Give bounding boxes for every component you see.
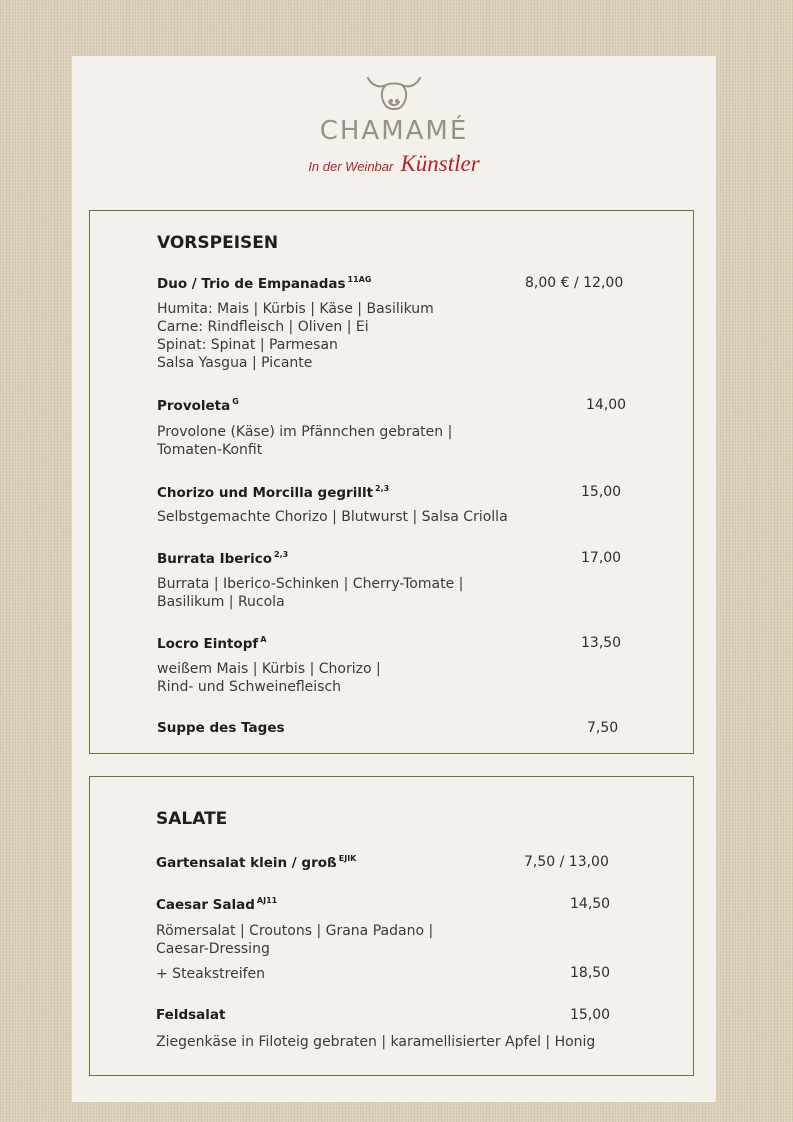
item-desc: Humita: Mais | Kürbis | Käse | Basilikum bbox=[157, 301, 434, 317]
tagline-name: Künstler bbox=[400, 151, 480, 176]
item-price: 18,50 bbox=[570, 965, 611, 981]
item-desc: Römersalat | Croutons | Grana Padano | bbox=[156, 923, 434, 939]
item-desc: Salsa Yasgua | Picante bbox=[157, 355, 313, 371]
item-name: Duo / Trio de Empanadas $^{11AG}$ bbox=[157, 275, 372, 292]
item-name: Burrata Iberico $^{2,3}$ bbox=[157, 550, 289, 567]
item-name: Locro Eintopf $^A$ bbox=[157, 635, 267, 652]
item-price: 17,00 bbox=[581, 550, 622, 566]
logo bbox=[72, 72, 716, 179]
item-name: Gartensalat klein / groß $^{EJIK}$ bbox=[156, 854, 357, 871]
item-price: 7,50 / 13,00 bbox=[524, 854, 609, 870]
item-desc: Tomaten-Konfit bbox=[157, 442, 263, 458]
item-desc: Selbstgemachte Chorizo | Blutwurst | Salsa Criolla bbox=[157, 509, 508, 525]
item-price: 13,50 bbox=[581, 635, 622, 651]
item-name: Suppe des Tages bbox=[157, 720, 285, 736]
item-desc: Rind- und Schweinefleisch bbox=[157, 679, 342, 695]
item-price: 7,50 bbox=[587, 720, 619, 736]
item-desc: Caesar-Dressing bbox=[156, 941, 270, 957]
item-name: Provoleta $^G$ bbox=[157, 397, 239, 414]
item-desc: Ziegenkäse in Filoteig gebraten | karamellisierter Apfel | Honig bbox=[156, 1034, 596, 1050]
item-desc: Carne: Rindfleisch | Oliven | Ei bbox=[157, 319, 369, 335]
item-name: Caesar Salad $^{AJ11}$ bbox=[156, 896, 278, 913]
allergen-code: 11AG bbox=[347, 275, 372, 284]
vorspeisen-section bbox=[89, 210, 694, 754]
item-desc: Provolone (Käse) im Pfännchen gebraten | bbox=[157, 424, 453, 440]
item-name: Chorizo und Morcilla gegrillt $^{2,3}$ bbox=[157, 484, 390, 501]
item-price: 15,00 bbox=[570, 1007, 611, 1023]
item-desc: Spinat: Spinat | Parmesan bbox=[157, 337, 338, 353]
item-desc: + Steakstreifen bbox=[156, 966, 266, 982]
allergen-code: EJIK bbox=[338, 854, 357, 863]
item-desc: Basilikum | Rucola bbox=[157, 594, 285, 610]
brand-name: CHAMAMÉ bbox=[319, 116, 469, 146]
salate-section bbox=[89, 776, 694, 1076]
item-price: 8,00 € / 12,00 bbox=[525, 275, 624, 291]
allergen-code: 2,3 bbox=[375, 484, 390, 493]
allergen-code: AJ11 bbox=[256, 896, 278, 905]
bull-head-icon bbox=[364, 72, 424, 116]
item-desc: weißem Mais | Kürbis | Chorizo | bbox=[157, 661, 381, 677]
allergen-code: G bbox=[232, 397, 239, 406]
allergen-code: 2,3 bbox=[274, 550, 289, 559]
item-desc: Burrata | Iberico-Schinken | Cherry-Tomate | bbox=[157, 576, 464, 592]
tagline bbox=[72, 152, 716, 179]
section-title: VORSPEISEN bbox=[157, 233, 279, 253]
tagline-prefix: In der Weinbar bbox=[308, 159, 394, 174]
item-price: 15,00 bbox=[581, 484, 622, 500]
item-price: 14,00 bbox=[586, 397, 627, 413]
item-price: 14,50 bbox=[570, 896, 611, 912]
allergen-code: A bbox=[260, 635, 267, 644]
section-title: SALATE bbox=[156, 809, 228, 829]
item-name: Feldsalat bbox=[156, 1007, 226, 1023]
